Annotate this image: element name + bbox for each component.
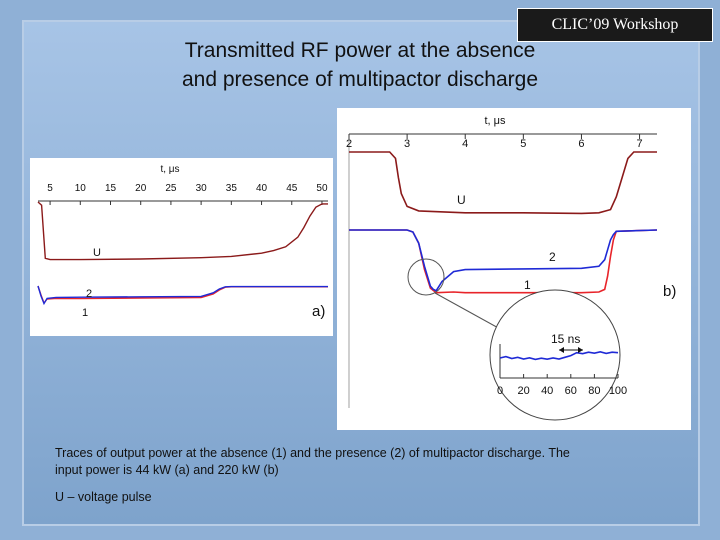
chart-a-svg bbox=[30, 158, 333, 336]
x-tick-label-a: 45 bbox=[286, 183, 298, 194]
series-line-a-2 bbox=[38, 286, 328, 304]
series-label-b-2: 2 bbox=[549, 250, 556, 264]
x-tick-label-a: 30 bbox=[195, 183, 207, 194]
series-label-a-U: U bbox=[93, 247, 101, 259]
series-line-a-U bbox=[38, 202, 328, 260]
chart-b-svg bbox=[337, 108, 691, 430]
workshop-badge: CLIC’09 Workshop bbox=[517, 8, 713, 42]
inset-annotation: 15 ns bbox=[551, 332, 581, 346]
x-tick-label-a: 20 bbox=[135, 183, 147, 194]
inset-x-tick-label: 60 bbox=[564, 385, 577, 397]
series-label-b-U: U bbox=[457, 193, 466, 207]
title-line-1: Transmitted RF power at the absence bbox=[184, 39, 536, 62]
inset-x-tick-label: 80 bbox=[588, 385, 601, 397]
zoom-connector bbox=[435, 293, 502, 330]
title-line-2: and presence of multipactor discharge bbox=[181, 68, 539, 91]
figure-caption bbox=[55, 445, 655, 516]
x-axis-label-b: t, μs bbox=[484, 115, 506, 127]
series-label-b-1: 1 bbox=[524, 278, 531, 292]
x-tick-label-b: 6 bbox=[578, 138, 585, 150]
x-tick-label-a: 50 bbox=[316, 183, 328, 194]
series-line-b-U bbox=[349, 152, 657, 213]
panel-label-a: a) bbox=[312, 303, 326, 320]
series-label-a-2: 2 bbox=[86, 288, 93, 300]
x-axis-label-a: t, μs bbox=[160, 164, 180, 175]
chart-panel-a bbox=[30, 158, 333, 336]
x-tick-label-a: 40 bbox=[255, 183, 268, 194]
series-line-a-1 bbox=[38, 286, 328, 303]
x-tick-label-b: 2 bbox=[345, 138, 353, 150]
x-tick-label-a: 35 bbox=[225, 183, 237, 194]
x-tick-label-a: 25 bbox=[165, 183, 177, 194]
caption-line-3: U – voltage pulse bbox=[55, 490, 152, 504]
inset-x-tick-label: 20 bbox=[517, 385, 530, 397]
x-tick-label-a: 15 bbox=[104, 183, 117, 194]
series-line-b-2 bbox=[349, 230, 657, 291]
panel-label-b: b) bbox=[663, 283, 677, 300]
slide-title bbox=[110, 36, 610, 94]
inset-x-tick-label: 0 bbox=[496, 385, 504, 397]
x-tick-label-b: 4 bbox=[462, 138, 469, 150]
series-label-a-1: 1 bbox=[82, 307, 89, 319]
zoom-circle bbox=[408, 259, 444, 295]
x-tick-label-b: 3 bbox=[404, 138, 411, 150]
x-tick-label-b: 5 bbox=[520, 138, 527, 150]
x-tick-label-a: 5 bbox=[47, 183, 53, 194]
chart-panel-b bbox=[337, 108, 691, 430]
inset-x-tick-label: 40 bbox=[541, 385, 554, 397]
caption-line-2: input power is 44 kW (a) and 220 kW (b) bbox=[55, 463, 279, 477]
inset-x-tick-label: 100 bbox=[608, 385, 628, 397]
caption-line-1: Traces of output power at the absence (1) and the presence (2) of multipactor discharge. The bbox=[55, 446, 570, 460]
x-tick-label-b: 7 bbox=[636, 138, 643, 150]
inset-circle bbox=[490, 290, 620, 420]
x-tick-label-a: 10 bbox=[74, 183, 86, 194]
